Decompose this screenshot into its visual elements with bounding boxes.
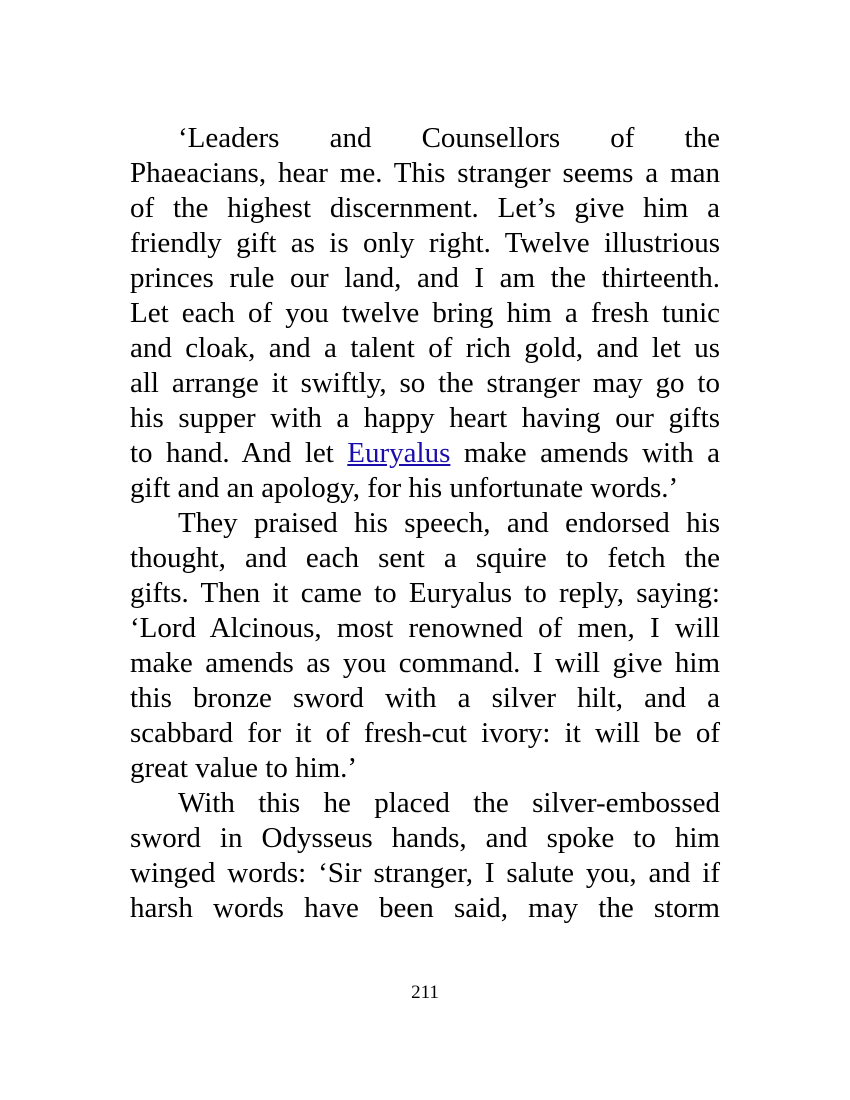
text-line: his supper with a happy heart having our gifts <box>130 402 720 434</box>
text-line: friendly gift as is only right. Twelve illustrious <box>130 227 720 259</box>
text-line: thought, and each sent a squire to fetch the <box>130 542 720 574</box>
text-line: winged words: ‘Sir stranger, I salute you, and if <box>130 857 720 889</box>
text-line: all arrange it swiftly, so the stranger may go to <box>130 367 720 399</box>
text-fragment: make amends with a <box>450 437 720 469</box>
text-line: They praised his speech, and endorsed his <box>178 507 720 539</box>
page-number: 211 <box>411 982 439 1003</box>
text-line: princes rule our land, and I am the thirteenth. <box>130 262 720 294</box>
text-line-with-link <box>130 436 720 471</box>
text-fragment: to hand. And let <box>130 437 348 469</box>
text-line: scabbard for it of fresh-cut ivory: it will be of <box>130 717 720 749</box>
text-line: and cloak, and a talent of rich gold, and let us <box>130 332 720 364</box>
text-line: great value to him.’ <box>130 752 358 784</box>
text-line: of the highest discernment. Let’s give him a <box>130 192 720 224</box>
text-line: make amends as you command. I will give him <box>130 647 720 679</box>
text-line: Let each of you twelve bring him a fresh tunic <box>130 297 720 329</box>
paragraph-2 <box>130 506 720 786</box>
text-line: this bronze sword with a silver hilt, and a <box>130 682 720 714</box>
paragraph-3 <box>130 786 720 926</box>
text-line: gift and an apology, for his unfortunate words.’ <box>130 472 679 504</box>
text-line: With this he placed the silver-embossed <box>178 787 720 819</box>
text-line: gifts. Then it came to Euryalus to reply, saying: <box>130 577 720 609</box>
text-line: Phaeacians, hear me. This stranger seems a man <box>130 157 720 189</box>
text-line: ‘Leaders and Counsellors of the <box>178 122 720 154</box>
text-line: sword in Odysseus hands, and spoke to him <box>130 822 720 854</box>
euryalus-link[interactable]: Euryalus <box>347 437 451 469</box>
paragraph-1 <box>130 121 720 506</box>
text-line: harsh words have been said, may the storm <box>130 892 720 924</box>
text-line: ‘Lord Alcinous, most renowned of men, I will <box>130 612 720 644</box>
page-body <box>130 121 720 926</box>
